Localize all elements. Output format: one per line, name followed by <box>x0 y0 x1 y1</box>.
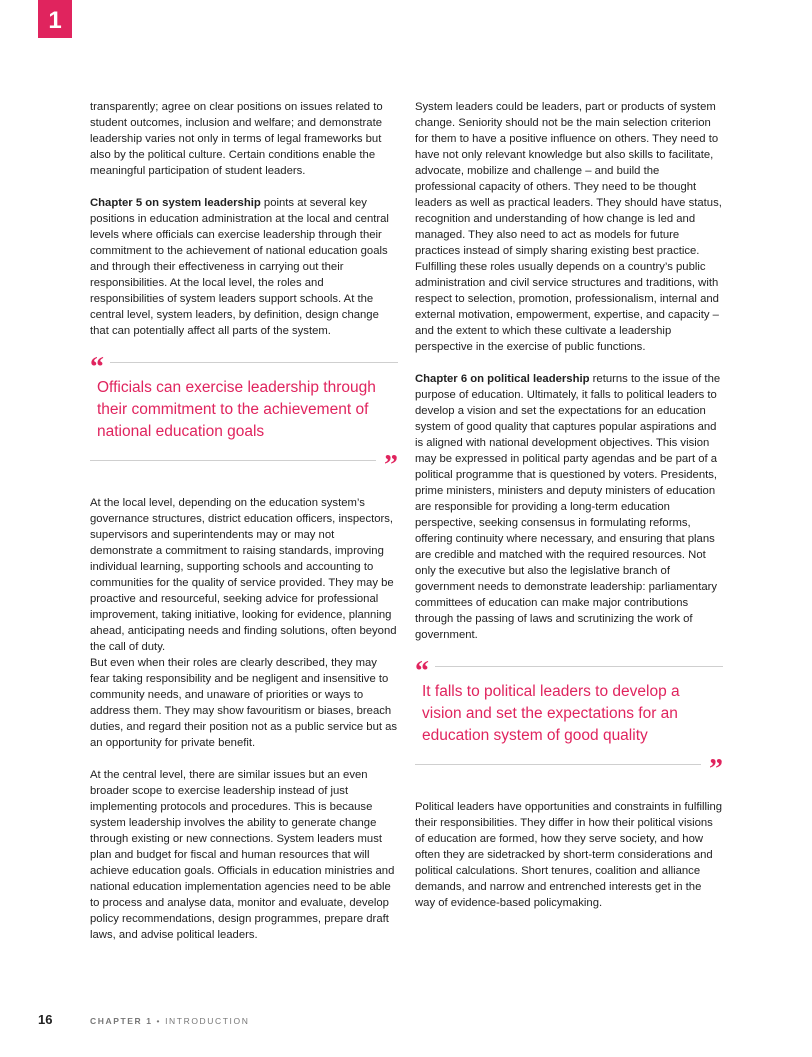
left-column <box>90 99 398 959</box>
paragraph-text: points at several key positions in education administration at the local and central levels where officials can exercise leadership through their commitment to the achievement of national education goals and through their effectiveness in carrying out their responsibilities. At the local level, the roles and responsibilities of system leaders support schools. At the central level, system leaders, by definition, design change that can potentially affect all parts of the system. <box>90 197 389 337</box>
open-quote-icon: “ <box>415 656 429 687</box>
pull-quote <box>90 352 398 481</box>
paragraph <box>90 195 398 339</box>
paragraph: System leaders could be leaders, part or products of system change. Seniority should not be the main selection criterion for them to have a positive influence on others. They need to have not only relevant knowledge but also skills to facilitate, advocate, mobilize and challenge – and build the professional capacity of others. They need to be thought leaders as well as practical leaders. They should have status, recognition and understanding of how change is led and managed. They also need to act as models for future practices instead of simply sharing existing best practice. Fulfilling these roles usually depends on a country’s public administration and civil service structures and traditions, with respect to selection, promotion, professionalism, internal and external motivation, empowerment, expertise, and capacity – and the extent to which these cultivate a leadership perspective in the exercise of public functions. <box>415 101 722 353</box>
page-number: 16 <box>38 1012 53 1027</box>
pull-quote-text: It falls to political leaders to develop a vision and set the expectations for an education system of good quality <box>422 683 680 744</box>
paragraph-text: returns to the issue of the purpose of education. Ultimately, it falls to political leaders to develop a vision and set the expectations for an education system of good quality that captures popular aspirations and is aligned with national development objectives. This vision may be expressed in political party agendas and be part of a political programme that is questioned by voters. Presidents, prime ministers, ministers and deputy ministers of education are responsible for providing a long-term education perspective, seeking consensus in formulating reforms, offering continuity where necessary, and ensuring that plans are credible and matched with the required resources. Not only the executive but also the legislative branch of government needs to demonstrate leadership: parliamentary committees of education can make major contributions through the passing of laws and scrutinizing the work of government. <box>415 373 721 641</box>
pull-quote <box>415 656 723 785</box>
paragraph: But even when their roles are clearly described, they may fear taking responsibility and be negligent and insensitive to community needs, and unaware of priorities or ways to address them. They may show favouritism or biases, breach duties, and regard their position not as a public service but as an opportunity for private benefit. <box>90 657 398 749</box>
paragraph: At the local level, depending on the education system’s governance structures, district education officers, inspectors, supervisors and superintendents may or may not demonstrate a commitment to raising standards, improving individual learning, supporting schools and accounting to communities for the quality of service provided. They may be proactive and resourceful, seeking advice for professional improvement, taking initiative, looking for evidence, planning ahead, anticipating needs and finding solutions, often beyond the call of duty. <box>90 497 397 653</box>
divider <box>435 666 723 667</box>
page-footer <box>38 1012 249 1028</box>
chapter-reference: Chapter 6 on political leadership <box>415 373 590 385</box>
paragraph: At the central level, there are similar issues but an even broader scope to exercise leadership instead of just implementing protocols and procedures. This is because system leadership involves the ability to generate change through existing or new connections. System leaders must plan and budget for fiscal and human resources that will achieve education goals. Officials in education ministries and national education implementation agencies need to be able to process and analyse data, monitor and evaluate, develop policy recommendations, design programmes, prepare draft laws, and advise political leaders. <box>90 769 395 941</box>
chapter-label: CHAPTER 1 <box>90 1016 153 1026</box>
separator: • <box>156 1016 162 1026</box>
paragraph: transparently; agree on clear positions on issues related to student outcomes, inclusion and welfare; and demonstrate leadership varies not only in terms of legal frameworks but also by the political culture. Certain conditions enable the meaningful participation of student leaders. <box>90 101 383 177</box>
paragraph <box>415 371 723 643</box>
divider <box>110 362 398 363</box>
divider <box>90 460 376 461</box>
close-quote-icon: ” <box>384 450 398 481</box>
chapter-tab: 1 <box>38 0 72 38</box>
section-label: INTRODUCTION <box>165 1016 250 1026</box>
open-quote-icon: “ <box>90 352 104 383</box>
running-footer <box>90 1016 249 1026</box>
paragraph: Political leaders have opportunities and constraints in fulfilling their responsibilities. They differ in how their political visions of education are formed, how they serve society, and how often they are sidetracked by short-term considerations and political calculations. Short tenures, coalition and alliance demands, and narrow and entrenched interests get in the way of evidence-based policymaking. <box>415 801 723 909</box>
close-quote-icon: ” <box>709 754 723 785</box>
chapter-reference: Chapter 5 on system leadership <box>90 197 261 209</box>
pull-quote-text: Officials can exercise leadership through their commitment to the achievement of national education goals <box>97 379 376 440</box>
divider <box>415 764 701 765</box>
right-column <box>415 99 723 927</box>
